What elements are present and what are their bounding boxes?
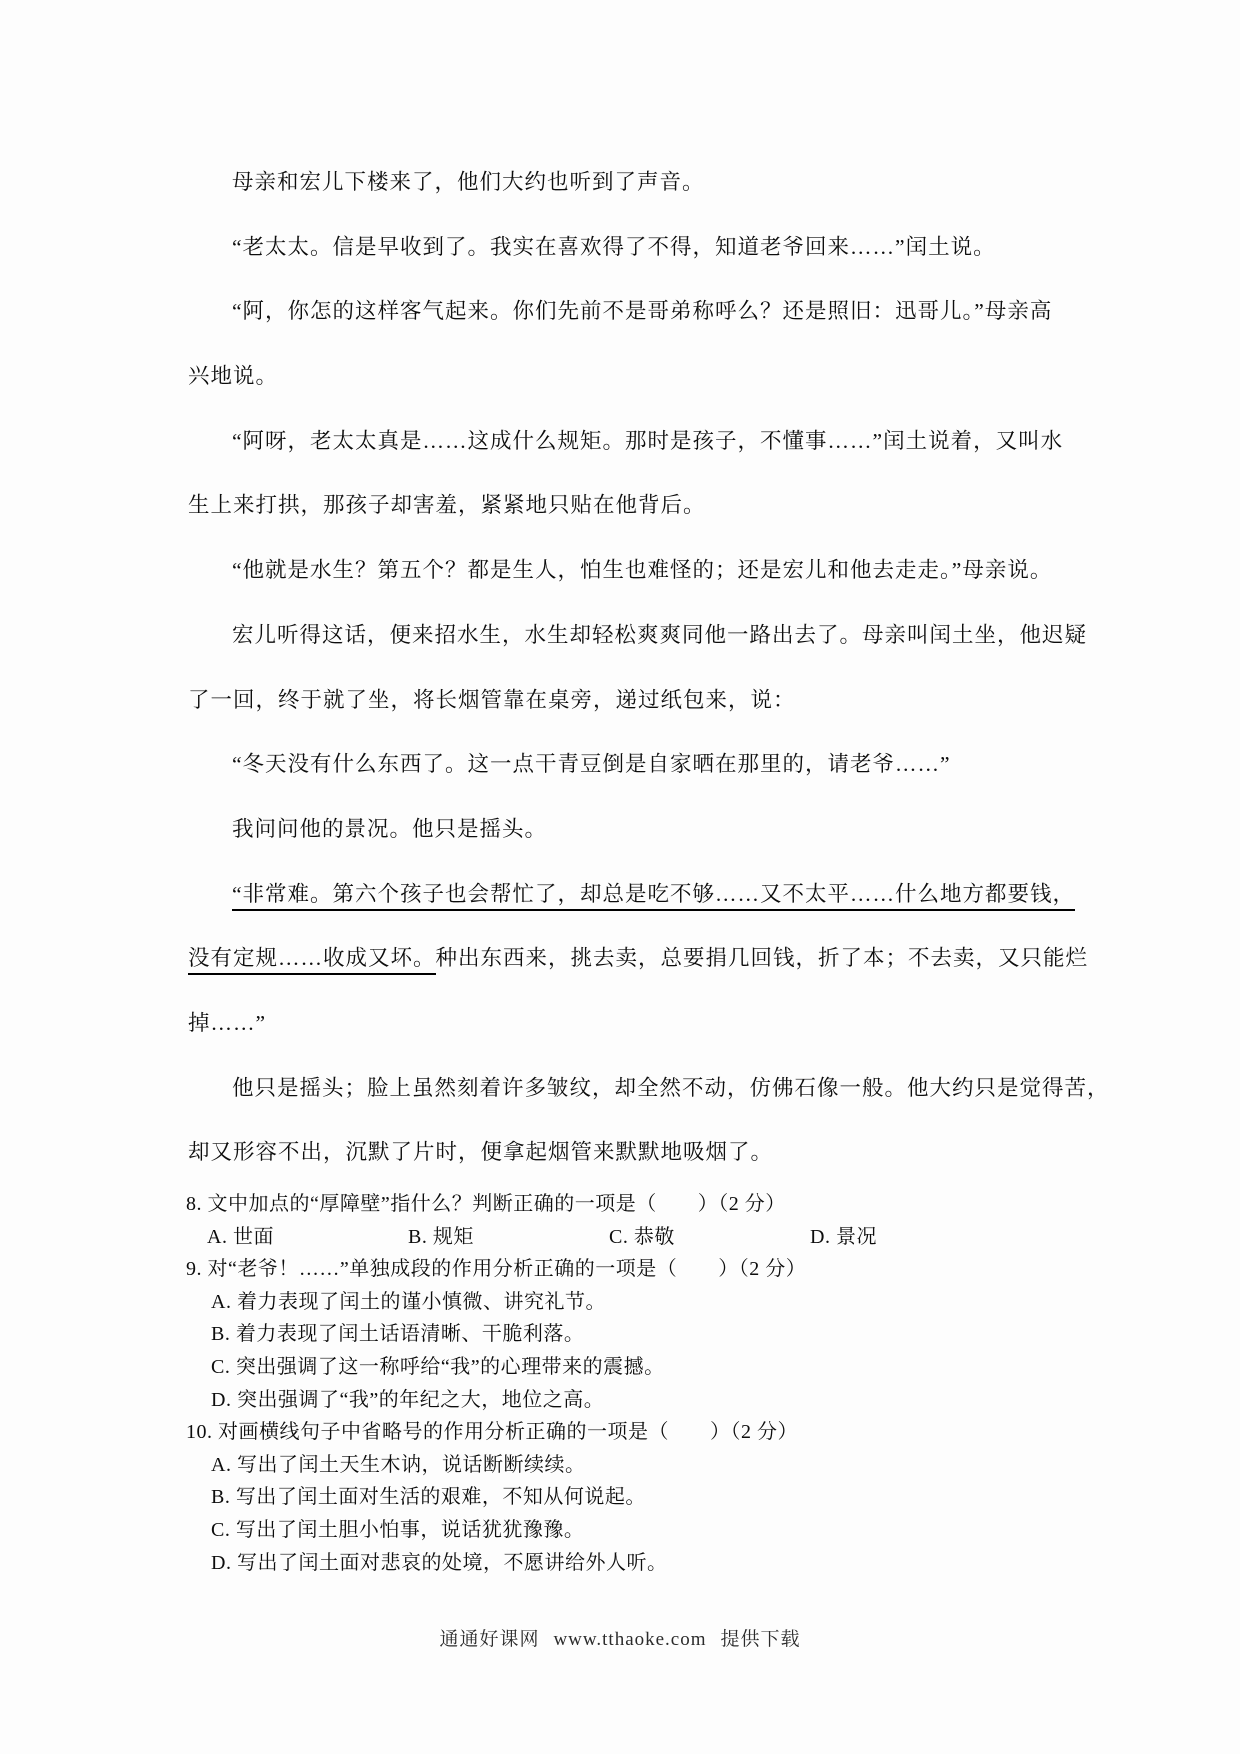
passage-line: 生上来打拱，那孩子却害羞，紧紧地只贴在他背后。 bbox=[188, 493, 706, 518]
page-footer bbox=[0, 1624, 1240, 1651]
question-10-option-a: A. 写出了闰土天生木讷，说话断断续续。 bbox=[211, 1453, 586, 1476]
question-9-option-c: C. 突出强调了这一称呼给“我”的心理带来的震撼。 bbox=[211, 1355, 665, 1378]
footer-download-label: 提供下载 bbox=[720, 1629, 801, 1650]
passage-line: 掉……” bbox=[188, 1010, 267, 1035]
passage-line: “冬天没有什么东西了。这一点干青豆倒是自家晒在那里的，请老爷……” bbox=[232, 752, 951, 777]
passage-line: “阿，你怎的这样客气起来。你们先前不是哥弟称呼么？还是照旧：迅哥儿。”母亲高 bbox=[232, 299, 1053, 324]
passage-line: 他只是摇头；脸上虽然刻着许多皱纹，却全然不动，仿佛石像一般。他大约只是觉得苦， bbox=[232, 1075, 1110, 1100]
question-8-stem: 8. 文中加点的“厚障壁”指什么？判断正确的一项是（ ）（2 分） bbox=[186, 1193, 786, 1215]
question-10-option-b: B. 写出了闰土面对生活的艰难，不知从何说起。 bbox=[211, 1486, 646, 1509]
passage-line: 了一回，终于就了坐，将长烟管靠在桌旁，递过纸包来，说： bbox=[188, 687, 796, 712]
passage-line: 却又形容不出，沉默了片时，便拿起烟管来默默地吸烟了。 bbox=[188, 1140, 774, 1165]
passage-line: 母亲和宏儿下楼来了，他们大约也听到了声音。 bbox=[232, 170, 705, 194]
underlined-sentence: 没有定规……收成又坏。 bbox=[188, 946, 436, 975]
question-10-option-c: C. 写出了闰土胆小怕事，说话犹犹豫豫。 bbox=[211, 1518, 585, 1541]
footer-site-url: www.tthaoke.com bbox=[553, 1629, 707, 1650]
footer-site-name: 通通好课网 bbox=[439, 1629, 540, 1650]
underlined-sentence: “非常难。第六个孩子也会帮忙了，却总是吃不够……又不太平……什么地方都要钱， bbox=[232, 882, 1075, 911]
reading-passage bbox=[188, 150, 1110, 1185]
passage-line-partial-underline bbox=[188, 926, 1089, 991]
question-9-option-a: A. 着力表现了闰土的谨小慎微、讲究礼节。 bbox=[211, 1290, 606, 1313]
passage-line: “老太太。信是早收到了。我实在喜欢得了不得，知道老爷回来……”闰土说。 bbox=[232, 234, 996, 259]
question-8-option-c: C. 恭敬 bbox=[609, 1225, 675, 1248]
question-8-option-b: B. 规矩 bbox=[408, 1225, 474, 1248]
passage-text: 种出东西来，挑去卖，总要捐几回钱，折了本；不去卖，又只能烂 bbox=[435, 946, 1089, 971]
passage-line-underlined bbox=[188, 862, 1076, 927]
question-8-option-d: D. 景况 bbox=[810, 1225, 877, 1248]
question-9-option-d: D. 突出强调了“我”的年纪之大，地位之高。 bbox=[211, 1388, 605, 1411]
question-8-options bbox=[186, 1221, 1096, 1254]
passage-line: 兴地说。 bbox=[188, 364, 279, 389]
questions-section bbox=[186, 1188, 1096, 1579]
passage-line: “阿呀，老太太真是……这成什么规矩。那时是孩子，不懂事……”闰土说着，又叫水 bbox=[232, 428, 1064, 453]
question-9-stem: 9. 对“老爷！……”单独成段的作用分析正确的一项是（ ）（2 分） bbox=[186, 1258, 807, 1281]
question-8-option-a: A. 世面 bbox=[207, 1225, 274, 1248]
passage-line: 我问问他的景况。他只是摇头。 bbox=[232, 816, 548, 841]
passage-line: “他就是水生？第五个？都是生人，怕生也难怪的；还是宏儿和他去走走。”母亲说。 bbox=[232, 558, 1053, 583]
passage-line: 宏儿听得这话，便来招水生，水生却轻松爽爽同他一路出去了。母亲叫闰土坐，他迟疑 bbox=[232, 622, 1088, 647]
question-10-stem: 10. 对画横线句子中省略号的作用分析正确的一项是（ ）（2 分） bbox=[186, 1421, 798, 1444]
question-10-option-d: D. 写出了闰土面对悲哀的处境，不愿讲给外人听。 bbox=[211, 1551, 668, 1574]
question-9-option-b: B. 着力表现了闰土话语清晰、干脆利落。 bbox=[211, 1323, 585, 1346]
